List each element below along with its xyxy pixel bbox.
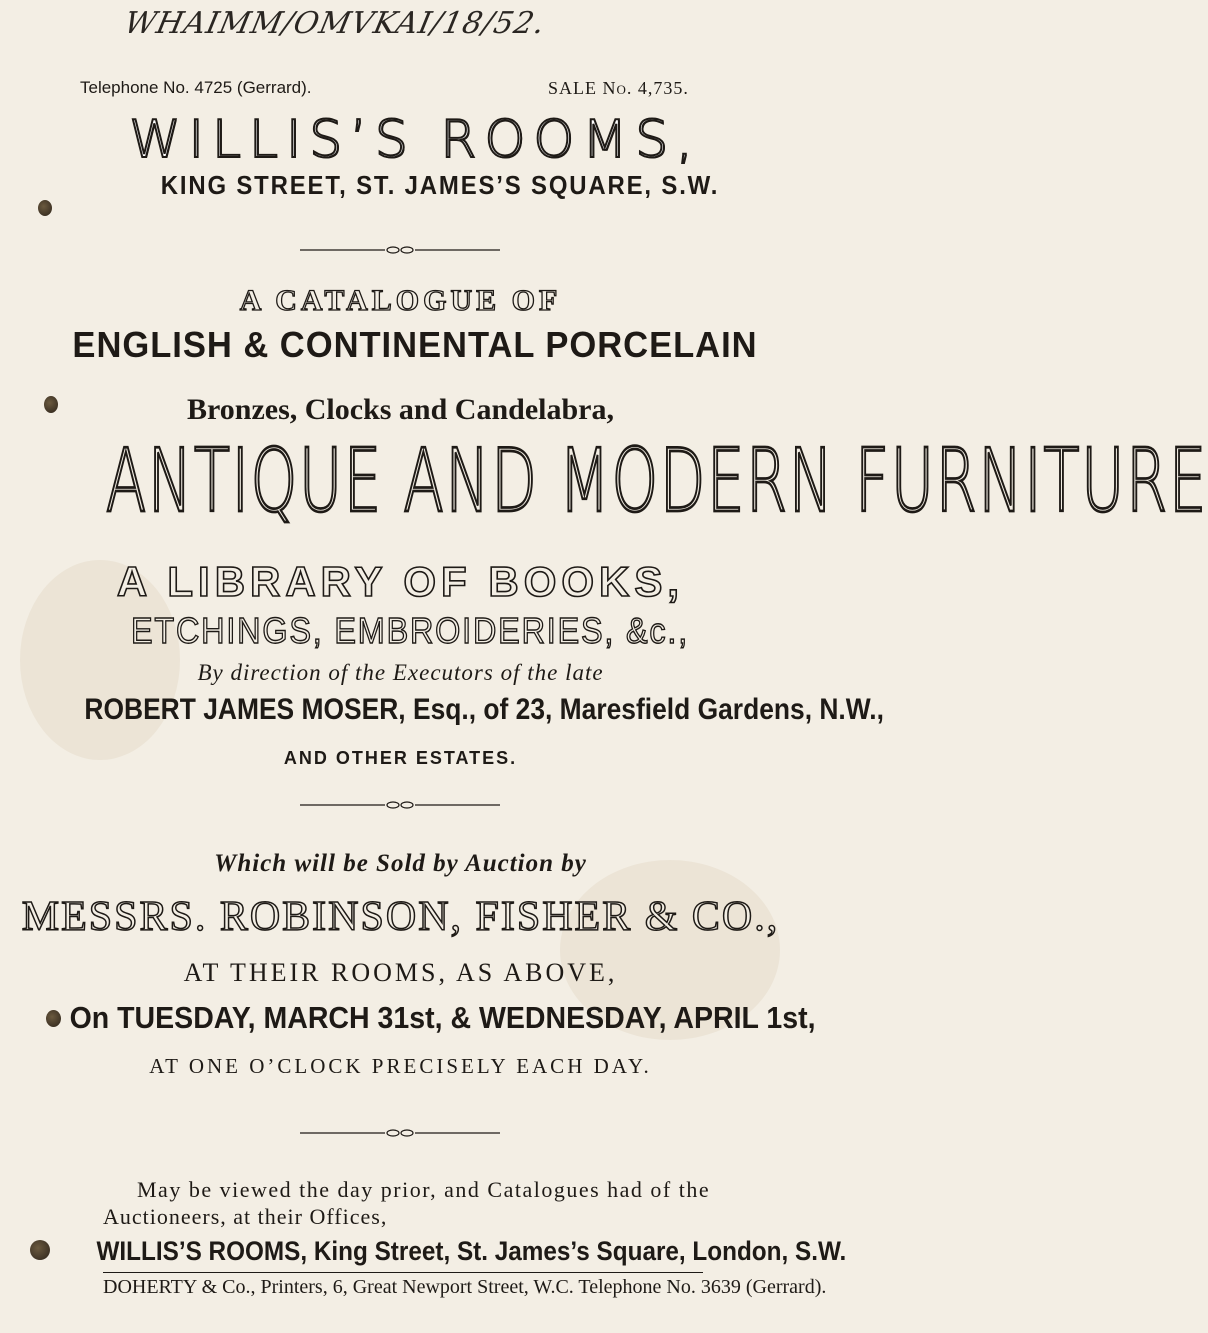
ornamental-divider (300, 800, 500, 810)
bronzes-line: Bronzes, Clocks and Candelabra, (186, 393, 614, 426)
catalogue-heading: A CATALOGUE OF (239, 284, 562, 317)
offices-address: WILLIS’S ROOMS, King Street, St. James’s Square, London, S.W. (96, 1236, 847, 1266)
executors-line: By direction of the Executors of the late (197, 660, 604, 685)
venue-title: WILLIS’S ROOMS, (129, 110, 701, 170)
auction-location: AT THEIR ROOMS, AS ABOVE, (183, 958, 618, 987)
ornamental-divider (300, 1128, 500, 1138)
other-estates-line: AND OTHER ESTATES. (283, 748, 518, 768)
handwritten-annotation: WHAIMM/OMVKAI/18/52. (121, 6, 549, 41)
owner-line: ROBERT JAMES MOSER, Esq., of 23, Maresfield Gardens, N.W., (84, 693, 884, 726)
printer-imprint: DOHERTY & Co., Printers, 6, Great Newport Street, W.C. Telephone No. 3639 (Gerrard). (103, 1276, 827, 1298)
punch-hole (38, 200, 52, 216)
auction-dates: On TUESDAY, MARCH 31st, & WEDNESDAY, APRIL 1st, (69, 1000, 816, 1035)
auctioneers-name: MESSRS. ROBINSON, FISHER & CO., (21, 894, 780, 940)
sold-by-line: Which will be Sold by Auction by (214, 850, 587, 877)
porcelain-line: ENGLISH & CONTINENTAL PORCELAIN (72, 324, 758, 365)
furniture-line: ANTIQUE AND MODERN FURNITURE (105, 429, 1208, 532)
viewing-notice-continued: Auctioneers, at their Offices, (103, 1204, 388, 1229)
venue-address: KING STREET, ST. JAMES’S SQUARE, S.W. (160, 170, 720, 200)
sale-number: SALE No. 4,735. (548, 78, 689, 98)
viewing-notice: May be viewed the day prior, and Catalogues had of the (137, 1177, 711, 1202)
etchings-line: ETCHINGS, EMBROIDERIES, &c., (130, 610, 690, 651)
footer-rule (103, 1272, 703, 1273)
telephone-number: Telephone No. 4725 (Gerrard). (80, 78, 312, 97)
ornamental-divider (300, 245, 500, 255)
punch-hole (30, 1240, 50, 1260)
library-line: A LIBRARY OF BOOKS, (116, 558, 685, 605)
punch-hole (46, 1010, 61, 1027)
auction-time: AT ONE O’CLOCK PRECISELY EACH DAY. (149, 1054, 652, 1078)
